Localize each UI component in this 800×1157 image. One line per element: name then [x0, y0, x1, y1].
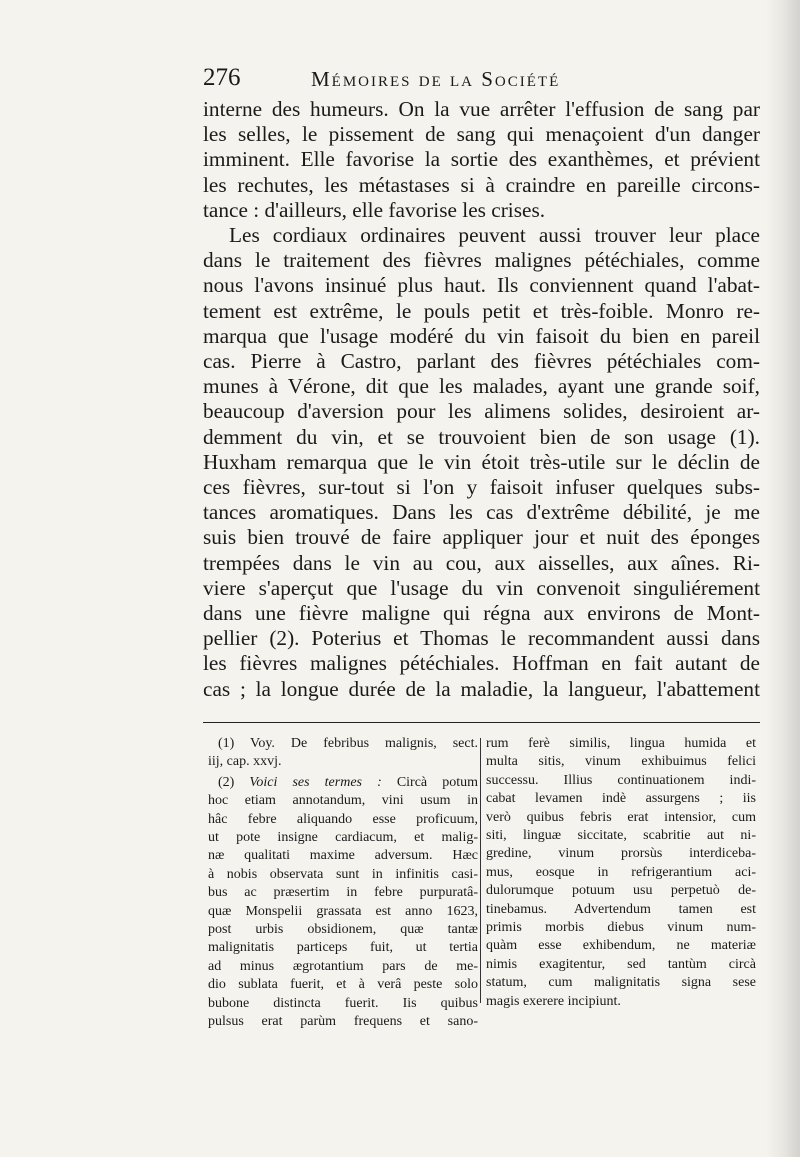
page-header [203, 64, 763, 98]
running-head: Mémoires de la Société [311, 67, 561, 91]
text-line: dans le traitement des fièvres malignes pétéchiales, comme [203, 248, 760, 273]
footnote-2-cont-line: successu. Illius continuationem indi- [486, 772, 756, 788]
text-line: marqua que l'usage modéré du vin faisoit du bien en pareil [203, 323, 760, 348]
footnote-1-line [208, 735, 478, 753]
text-line: interne des humeurs. On la vue arrêter l'effusion de sang par [203, 97, 760, 121]
text-line: cas. Pierre à Castro, parlant des fièvres pétéchiales com- [203, 349, 760, 374]
footnote-2-italic: Voici ses termes : [249, 774, 382, 790]
footnote-2-cont-line: magis exerere incipiunt. [486, 993, 621, 1009]
footnote-2-cont-line: siti, linguæ siccitate, scabritie aut ni- [486, 828, 756, 844]
text-line: Huxham remarqua que le vin étoit très-utile sur le déclin de [203, 449, 760, 474]
text-line: Les cordiaux ordinaires peuvent aussi trouver leur place [229, 223, 760, 248]
footnote-2-line: ad minus ægrotantium pars de me- [208, 958, 478, 974]
footnote-2-cont-line: cabat levamen indè assurgens ; iis [486, 791, 756, 807]
footnote-text: (1) Voy. De febribus malignis, sect. [218, 736, 478, 751]
footnote-2-line: hâc febre aliquando esse proficuum, [208, 811, 478, 827]
footnote-2-line: næ qualitati maxime adversum. Hæc [208, 848, 478, 864]
footnote-2-line: pulsus erat parùm frequens et sano- [208, 1014, 478, 1030]
page-edge-shadow [766, 0, 800, 1157]
footnote-2-line: à nobis observata sunt in infinitis casi- [208, 866, 478, 882]
text-line: tement est extrême, le pouls petit et très-foible. Monro re- [203, 298, 760, 323]
footnote-2-marker: (2) [218, 774, 235, 790]
footnotes-right-column [486, 735, 756, 1011]
footnote-2-cont-line: verò quibus febris erat intensior, cum [486, 809, 756, 825]
footnote-2-line: post urbis obsidionem, quæ tantæ [208, 922, 478, 938]
footnote-1-line: iij, cap. xxvj. [208, 754, 282, 770]
footnote-2-line: quæ Monspelii grassata est anno 1623, [208, 903, 478, 919]
footnote-2-first-line [208, 774, 478, 792]
footnote-2-cont-line: statum, cum malignitatis signa sese [486, 975, 756, 991]
text-line: nous l'avons insinué plus haut. Ils conviennent quand l'abat- [203, 273, 760, 298]
text-line: les fièvres malignes pétéchiales. Hoffman en fait autant de [203, 651, 760, 676]
footnote-2-cont-line: quàm esse exhibendum, ne materiæ [486, 938, 756, 954]
page-number: 276 [203, 64, 241, 91]
footnote-2-cont-line: tinebamus. Advertendum tamen est [486, 901, 756, 917]
text-line: ces fièvres, sur-tout si l'on y faisoit infuser quelques subs- [203, 475, 760, 500]
footnote-2-cont-line: primis morbis diebus vinum num- [486, 920, 756, 936]
text-line: viere s'aperçut que l'usage du vin convenoit singuliérement [203, 575, 760, 600]
text-line: cas ; la longue durée de la maladie, la langueur, l'abattement [203, 676, 760, 701]
text-line: tances aromatiques. Dans les cas d'extrême débilité, je me [203, 500, 760, 525]
text-line: trempées dans le vin au cou, aux aisselles, aux aînes. Ri- [203, 550, 760, 575]
text-line: pellier (2). Poterius et Thomas le recommandent aussi dans [203, 626, 760, 651]
footnote-2-line: dio sublata fuerit, et à verâ peste solo [208, 977, 478, 993]
text-line: tance : d'ailleurs, elle favorise les crises. [203, 197, 546, 222]
footnote-rule [203, 722, 760, 723]
footnote-2-line: hoc etiam annotandum, vini usum in [208, 793, 478, 809]
footnote-2-rest: Circà potum [396, 774, 478, 790]
text-line: munes à Vérone, dit que les malades, ayant une grande soif, [203, 374, 760, 399]
footnote-2-cont-line: multa sitis, vinum exhibuimus felici [486, 754, 756, 770]
footnote-2-cont-line: nimis exagitentur, sed tantùm circà [486, 956, 756, 972]
footnote-2-cont-line: rum ferè similis, lingua humida et [486, 736, 756, 751]
footnote-2-line: bubone distincta fuerit. Iis quibus [208, 995, 478, 1011]
footnotes-left-column [208, 735, 478, 1032]
text-line: beaucoup d'aversion pour les alimens solides, desiroient ar- [203, 399, 760, 424]
text-line: suis bien trouvé de faire appliquer jour et nuit des éponges [203, 525, 760, 550]
footnote-2-line: ut pote insigne cardiacum, et malig- [208, 830, 478, 846]
text-line: dans une fièvre maligne qui régna aux environs de Mont- [203, 601, 760, 626]
main-text [203, 97, 760, 702]
footnote-column-divider [480, 738, 481, 1003]
text-line: demment du vin, et se trouvoient bien de son usage (1). [203, 424, 760, 449]
footnote-2-line: bus ac præsertim in febre purpuratâ- [208, 885, 478, 901]
footnote-2-cont-line: gredine, vinum prorsùs interdiceba- [486, 846, 756, 862]
text-line: les rechutes, les métastases si à craindre en pareille circons- [203, 172, 760, 197]
footnote-2-line: malignitatis particeps fuit, ut tertia [208, 940, 478, 956]
footnote-2-cont-line: dulorumque potuum usu perpetuò de- [486, 883, 756, 899]
footnote-2-cont-line: mus, eosque in refrigerantium aci- [486, 864, 756, 880]
text-line: imminent. Elle favorise la sortie des exanthèmes, et prévient [203, 147, 760, 172]
text-line: les selles, le pissement de sang qui menaçoient d'un danger [203, 122, 760, 147]
